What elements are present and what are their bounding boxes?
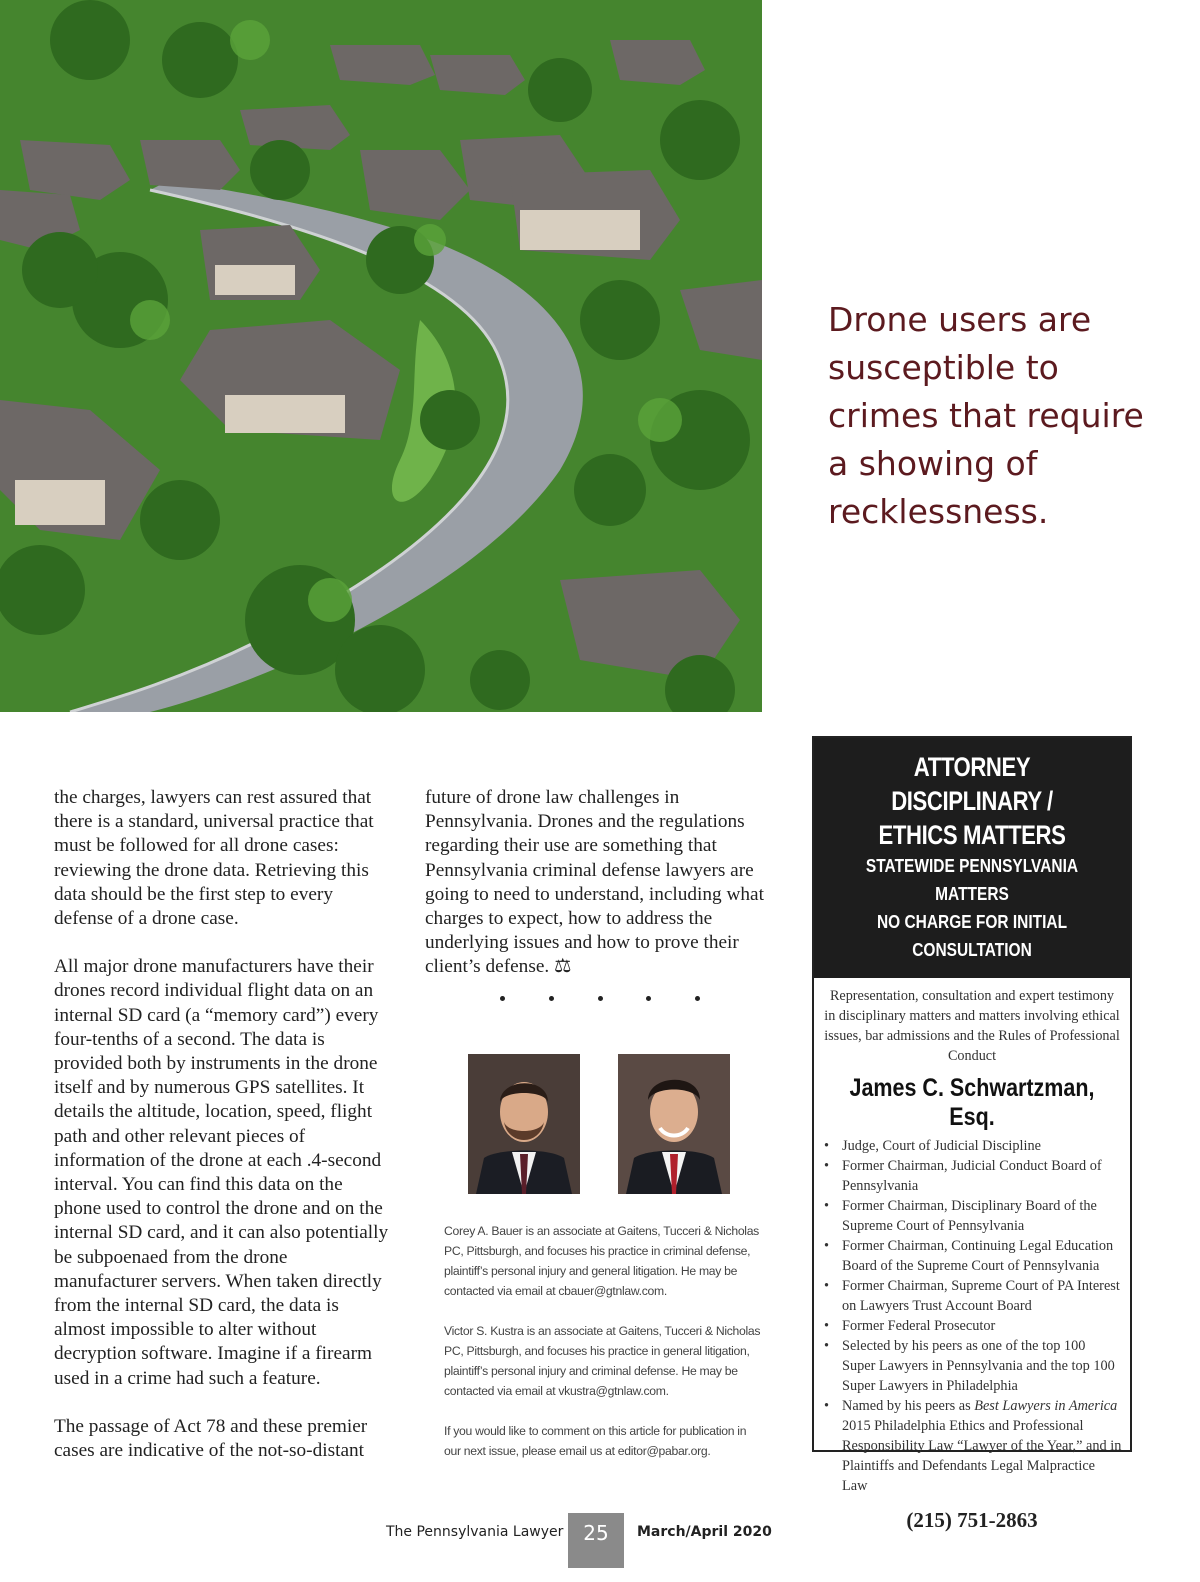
- credential-item: • Selected by his peers as one of the top 100 Super Lawyers in Pennsylvania and the top 100 Super Lawyers in Philadelphia: [840, 1336, 1122, 1396]
- body-paragraph: the charges, lawyers can rest assured that there is a standard, universal practice that must be followed for all drone cases: reviewing the drone data. Retrieving this data should be the first step to every defense of a drone case.: [54, 787, 374, 930]
- credential-item: • Former Federal Prosecutor: [840, 1316, 1122, 1336]
- body-paragraph: All major drone manufacturers have their drones record individual flight data on an internal SD card (a “memory card”) every four-tenths of a second. The data is provided both by instruments in the drone itself and by numerous GPS satellites. It details the altitude, location, speed, flight path and other relevant pieces of information of the drone at each .4-second interval. You can find this data on the phone used to control the drone and on the internal SD card, and it can also potentially be subpoenaed from the drone manufacturer servers. When taken directly from the internal SD card, the data is almost impossible to alter without decryption software. Imagine if a firearm used in a crime had such a feature.: [54, 956, 389, 1389]
- credentials-list: [814, 1136, 1130, 1496]
- ad-description: Representation, consultation and expert testimony in disciplinary matters and matters involving ethical issues, bar admissions and the Rules of Professional Conduct: [824, 988, 1120, 1064]
- credential-item: • Former Chairman, Continuing Legal Education Board of the Supreme Court of Pennsylvania: [840, 1236, 1122, 1276]
- pull-quote: Drone users are susceptible to crimes that require a showing of recklessness.: [828, 300, 1144, 531]
- body-paragraph: The passage of Act 78 and these premier cases are indicative of the not-so-distant: [54, 1415, 368, 1462]
- credential-item: • Judge, Court of Judicial Discipline: [840, 1136, 1122, 1156]
- comment-invitation: If you would like to comment on this article for publication in our next issue, please email us at editor@pabar.org.: [444, 1424, 747, 1458]
- attorney-name: James C. Schwartzman, Esq.: [849, 1074, 1095, 1131]
- page-number: 25: [568, 1513, 624, 1568]
- section-divider-dots: [500, 996, 700, 1001]
- ad-title-line-2: ETHICS MATTERS: [878, 820, 1066, 850]
- publication-name: The Pennsylvania Lawyer: [386, 1524, 564, 1540]
- divider-dot: [549, 996, 554, 1001]
- divider-dot: [695, 996, 700, 1001]
- credential-publication: Best Lawyers in America: [974, 1398, 1118, 1414]
- divider-dot: [598, 996, 603, 1001]
- ad-title-line-1: ATTORNEY DISCIPLINARY /: [891, 752, 1053, 816]
- divider-dot: [500, 996, 505, 1001]
- attorney-advertisement: [812, 736, 1132, 1532]
- issue-date: March/April 2020: [637, 1524, 772, 1540]
- credential-item: • Former Chairman, Disciplinary Board of the Supreme Court of Pennsylvania: [840, 1196, 1122, 1236]
- ad-subtitle-2: NO CHARGE FOR INITIAL CONSULTATION: [876, 912, 1068, 960]
- author-bio-kustra: Victor S. Kustra is an associate at Gaitens, Tucceri & Nicholas PC, Pittsburgh, and focuses his practice in general litigation, plaintiff’s personal injury and criminal defense. He may be contacted via email at vkustra@gtnlaw.com.: [444, 1324, 761, 1398]
- author-headshot-bauer: [468, 1054, 580, 1194]
- article-column-2: [425, 786, 770, 1004]
- ad-phone-number: (215) 751-2863: [906, 1508, 1038, 1532]
- ad-header: [814, 738, 1130, 978]
- credential-item: • Former Chairman, Judicial Conduct Board of Pennsylvania: [840, 1156, 1122, 1196]
- credential-item: • Former Chairman, Supreme Court of PA Interest on Lawyers Trust Account Board: [840, 1276, 1122, 1316]
- body-paragraph: future of drone law challenges in Pennsylvania. Drones and the regulations regarding their use are something that Pennsylvania criminal defense lawyers are going to need to understand, including what charges to expect, how to address the underlying issues and how to prove their client’s defense. ⚖: [425, 787, 764, 978]
- page-footer: [0, 1513, 1200, 1568]
- credential-item: [840, 1396, 1122, 1496]
- ad-subtitle-1: STATEWIDE PENNSYLVANIA MATTERS: [865, 856, 1079, 904]
- aerial-neighborhood-photo: [0, 0, 762, 712]
- divider-dot: [646, 996, 651, 1001]
- credential-text: Named by his peers as: [842, 1398, 975, 1414]
- author-headshot-kustra: [618, 1054, 730, 1194]
- author-bio-bauer: Corey A. Bauer is an associate at Gaitens, Tucceri & Nicholas PC, Pittsburgh, and focuses his practice in criminal defense, plaintiff’s personal injury and general litigation. He may be contacted via email at cbauer@gtnlaw.com.: [444, 1224, 759, 1298]
- article-column-1: [54, 786, 394, 1487]
- credential-text: 2015 Philadelphia Ethics and Professional Responsibility Law “Lawyer of the Year,” and in Plaintiffs and Defendants Legal Malpractice Law: [842, 1418, 1122, 1494]
